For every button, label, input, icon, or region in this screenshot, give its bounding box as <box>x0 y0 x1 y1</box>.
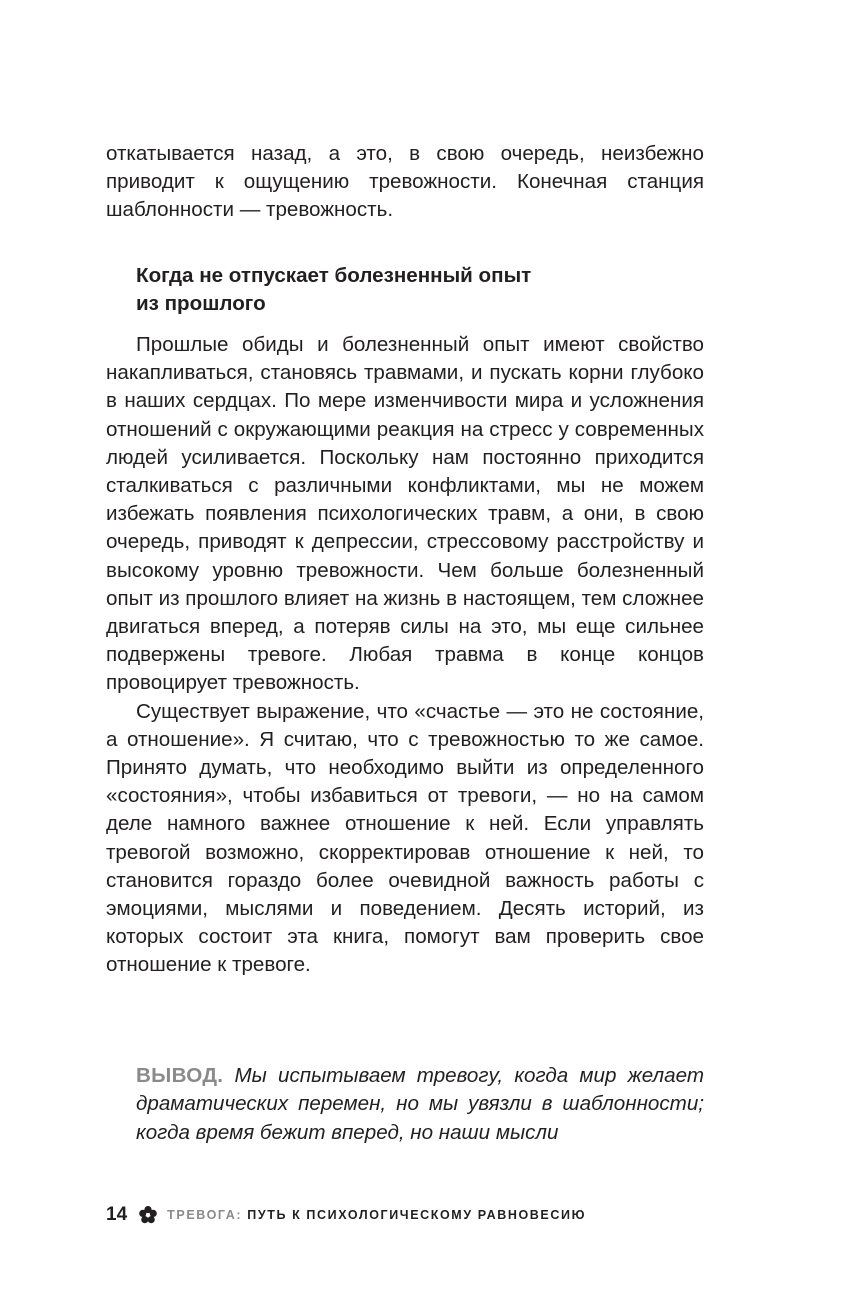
section-heading-line1: Когда не отпускает болезненный опыт <box>136 264 532 287</box>
flower-icon <box>138 1205 158 1225</box>
running-head-title: ТРЕВОГА: <box>167 1208 243 1222</box>
continued-paragraph: откатывается назад, а это, в свою очередь, неизбежно приводит к ощущению тревожности. Конечная станция шаблонности — тревожность. <box>106 142 704 222</box>
running-head <box>167 1208 586 1222</box>
conclusion-label: ВЫВОД. <box>136 1064 224 1087</box>
section-heading <box>136 262 616 319</box>
conclusion-text: Мы испытываем тревогу, когда мир желает драматических перемен, но мы увязли в шаблонности; когда время бежит вперед, но наши мысли <box>136 1064 704 1144</box>
page-footer <box>106 1202 586 1228</box>
section-body <box>106 331 704 980</box>
conclusion-block <box>136 1062 704 1147</box>
running-head-subtitle: ПУТЬ К ПСИХОЛОГИЧЕСКОМУ РАВНОВЕСИЮ <box>247 1208 587 1222</box>
section-heading-line2: из прошлого <box>136 292 266 316</box>
body-paragraph: Прошлые обиды и болезненный опыт имеют свойство накапливаться, становясь травмами, и пускать корни глубоко в наших сердцах. По мере изменчивости мира и усложнения отношений с окружающими реакция на стресс у современных людей усиливается. Поскольку нам постоянно приходится сталкиваться с различными конфликтами, мы не можем избежать появления психологических травм, а они, в свою очередь, приводят к депрессии, стрессовому расстройству и высокому уровню тревожности. Чем больше болезненный опыт из прошлого влияет на жизнь в настоящем, тем сложнее двигаться вперед, а потеряв силы на это, мы еще сильнее подвержены тревоге. Любая травма в конце концов провоцирует тревожность. <box>106 333 704 695</box>
page-number: 14 <box>106 1204 128 1225</box>
body-paragraph: Существует выражение, что «счастье — это не состояние, а отношение». Я считаю, что с тревожностью то же самое. Принято думать, что необходимо выйти из определенного «состояния», чтобы избавиться от тревоги, — но на самом деле намного важнее отношение к ней. Если управлять тревогой возможно, скорректировав отношение к ней, то становится гораздо более очевидной важность работы с эмоциями, мыслями и поведением. Десять историй, из которых состоит эта книга, помогут вам проверить свое отношение к тревоге. <box>106 699 704 977</box>
